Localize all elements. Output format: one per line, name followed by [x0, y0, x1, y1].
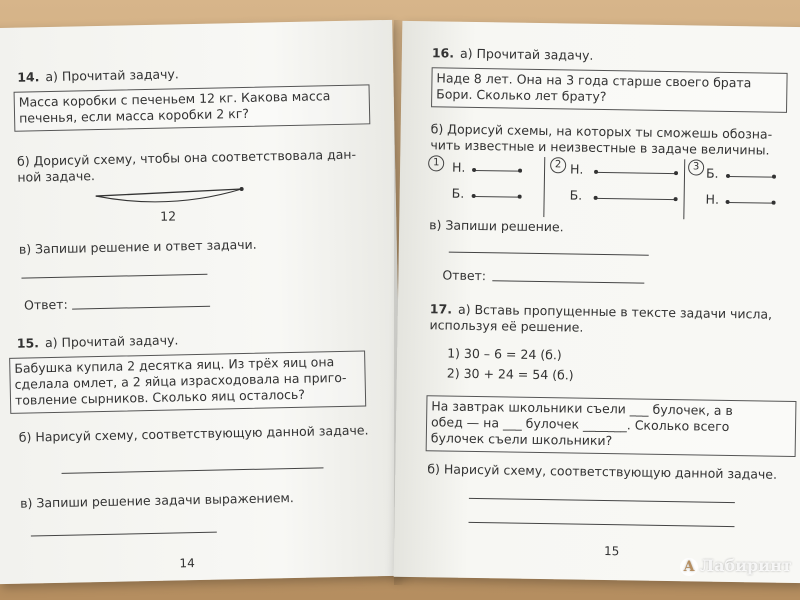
task16-part-b: [430, 121, 772, 158]
text-line: чить известные и неизвестные в задаче величины.: [430, 137, 770, 158]
scheme-1-bottom-label: Б.: [451, 185, 465, 201]
right-page: [394, 21, 800, 583]
task14-part-a: а) Прочитай задачу.: [45, 66, 179, 85]
task15-problem-box: [9, 350, 366, 413]
task14-answer-label: Ответ:: [23, 296, 68, 313]
text-line: б) Дорисуй схему, чтобы она соответствовала дан-: [16, 146, 357, 169]
scheme-point: [240, 187, 244, 191]
labirint-logo-icon: A: [680, 558, 698, 576]
scheme-segment: [474, 196, 520, 198]
task16-problem-box: [431, 67, 788, 113]
box-line: печенья, если масса коробки 2 кг?: [18, 105, 250, 126]
scheme-3-bottom-label: Н.: [705, 191, 720, 207]
task16-part-c: в) Запиши решение.: [429, 217, 564, 235]
scheme-line[interactable]: [469, 498, 735, 503]
text-line: ной задаче.: [17, 168, 96, 185]
scheme-point: [594, 170, 598, 174]
text-line: б) Дорисуй схемы, на которых ты сможешь обозна-: [430, 121, 773, 142]
task16-number: 16.: [431, 45, 455, 61]
task14-problem-box: [14, 84, 371, 131]
task15-number: 15.: [16, 335, 40, 351]
scheme-line[interactable]: [469, 522, 735, 527]
answer-line[interactable]: [72, 306, 210, 310]
answer-line[interactable]: [492, 280, 644, 283]
task17-part-b: б) Нарисуй схему, соответствующую данной задаче.: [427, 461, 778, 482]
task14-part-b: [17, 147, 357, 186]
scheme-line[interactable]: [62, 467, 324, 473]
task14-part-c: в) Запиши решение и ответ задачи.: [18, 236, 257, 257]
scheme-point: [674, 171, 678, 175]
page-number-right: 15: [603, 544, 620, 559]
scheme-point: [518, 169, 522, 173]
task16-answer-label: Ответ:: [442, 267, 487, 284]
task14-number: 14.: [17, 69, 40, 85]
scheme-arc: [96, 189, 242, 203]
scheme-point: [772, 175, 776, 179]
scheme-2-top-label: Н.: [569, 161, 584, 177]
scheme-point: [518, 195, 522, 199]
scheme-divider: [683, 159, 685, 219]
expression-line[interactable]: [31, 532, 217, 537]
task15-part-b: б) Нарисуй схему, соответствующую данной задаче.: [18, 422, 369, 445]
task17-part-a-cont: используя её решение.: [429, 317, 584, 335]
task14-scheme-label: 12: [160, 208, 177, 224]
scheme-segment: [728, 202, 774, 204]
scheme-2-number: 2: [550, 157, 566, 173]
watermark-text: Лабиринт: [700, 556, 792, 575]
task17-number: 17.: [429, 301, 453, 317]
box-line: обед — на ___ булочек _______. Сколько всего: [430, 414, 730, 434]
solution-2: 2) 30 + 24 = 54 (б.): [446, 365, 574, 383]
labirint-watermark: [680, 556, 792, 576]
box-line: булочек съели школьники?: [430, 430, 613, 449]
page-number-left: 14: [179, 556, 195, 571]
scheme-3-number: 3: [688, 159, 704, 175]
scheme-segment: [596, 172, 676, 174]
box-line: товление сырников. Сколько яиц осталось?: [14, 386, 306, 408]
scheme-3-top-label: Б.: [705, 165, 719, 181]
scheme-point: [472, 168, 476, 172]
scheme-point: [726, 200, 730, 204]
box-line: На завтрак школьники съели ___ булочек, а в: [431, 398, 733, 419]
task16-part-a: а) Прочитай задачу.: [459, 45, 594, 63]
solution-line[interactable]: [449, 252, 649, 256]
scheme-segment: [474, 170, 520, 172]
task14-heading: [17, 66, 179, 84]
task15-part-c: в) Запиши решение задачи выражением.: [20, 489, 294, 511]
solution-1: 1) 30 – 6 = 24 (б.): [447, 345, 562, 363]
task15-part-a: а) Прочитай задачу.: [44, 332, 179, 351]
box-line: сделала омлет, а 2 яйца израсходовала на приго-: [14, 369, 347, 392]
scheme-divider: [543, 157, 545, 217]
box-line: Бабушка купила 2 десятка яиц. Из трёх яиц она: [14, 354, 335, 376]
box-line: Масса коробки с печеньем 12 кг. Какова масса: [18, 88, 331, 110]
scheme-1-number: 1: [428, 155, 444, 171]
task17-problem-box: [426, 395, 797, 457]
scheme-2-bottom-label: Б.: [569, 187, 583, 203]
scheme-point: [772, 201, 776, 205]
scheme-segment: [596, 198, 676, 200]
task16-heading: [432, 45, 594, 63]
box-line: Бори. Сколько лет брату?: [436, 86, 607, 105]
task15-heading: [17, 332, 179, 350]
box-line: Наде 8 лет. Она на 3 года старше своего брата: [436, 70, 752, 91]
scheme-point: [594, 196, 598, 200]
scheme-point: [726, 174, 730, 178]
scheme-point: [472, 194, 476, 198]
scheme-point: [674, 197, 678, 201]
scheme-segment: [728, 176, 774, 178]
solution-line[interactable]: [21, 274, 207, 279]
left-page: [0, 20, 404, 584]
task17-part-a: а) Вставь пропущенные в тексте задачи числа,: [457, 301, 773, 322]
scheme-1-top-label: Н.: [451, 159, 466, 175]
